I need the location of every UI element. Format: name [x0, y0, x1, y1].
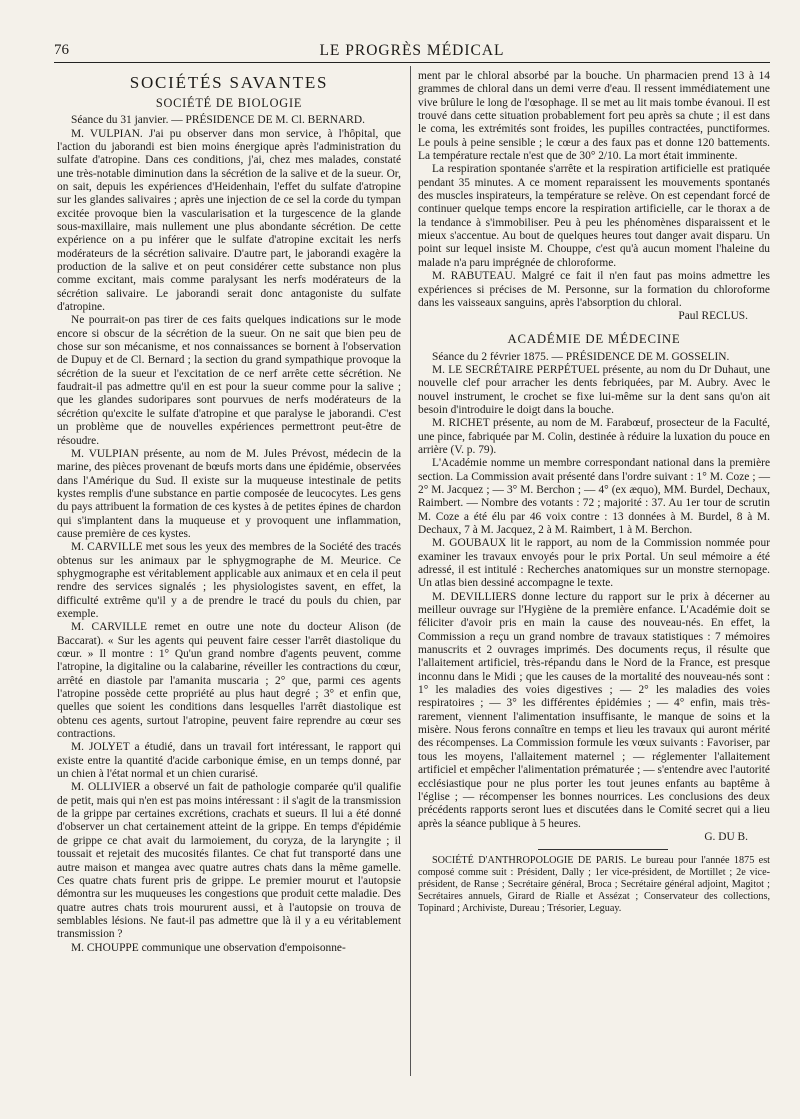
paragraph: M. VULPIAN. J'ai pu observer dans mon service, à l'hôpital, que l'action du jaborandi est bien moins énergique après l'administration du sulfate d'atropine. Dans ces conditions, j'ai, chez mes malades, constaté une très-notable diminution dans la sécrétion de la salive et de la sueur. Or, on sait, depuis les expériences d'Heidenhain, l'effet du sulfate d'atropine sur les glandes salivaires ; après une injection de ce sel la corde du tympan excitée provoque bien la vascularisation et la turgescence de la glande sous-maxillaire, mais nullement une plus abondante sécrétion. De cette expérience on a pu inférer que le sulfate d'atropine excitait les nerfs modérateurs de la sécrétion salivaire. D'autre part, le jaborandi exagère la production de la salive et on peut considérer cette substance non plus comme excitant, mais comme paralysant les nerfs modérateurs de la sécrétion salivaire. Le jaborandi serait donc antagoniste du sulfate d'atropine. [57, 127, 401, 314]
paragraph: M. OLLIVIER a observé un fait de pathologie comparée qu'il qualifie de petit, mais qui n'en est pas moins intéressant : il s'agit de la transmission de la grippe par certaines excrétions, crachats et sueurs. Il lui a été donné d'observer un chat certainement atteint de la grippe. En temps d'épidémie de grippe ce chat avait du larmoiement, du coryza, de la laryngite ; il toussait et rejetait des mucosités filantes. Ce chat fut transporté dans une autre maison et mangea avec quatre autres chats dans la même gamelle. Ces quatre chats furent pris de grippe. Le premier mourut et l'autopsie démontra sur les muqueuses les congestions que produit cette maladie. Des quatre autres chats trois moururent aussi, et à l'autopsie on trouva de semblables lésions. Ne faut-il pas admettre que là il y a eu véritablement transmission ? [57, 781, 401, 941]
paragraph: M. CARVILLE remet en outre une note du docteur Alison (de Baccarat). « Sur les agents qui peuvent faire cesser l'arrêt diastolique du cœur. » Il montre : 1° Qu'un grand nombre d'agents peuvent, comme l'atropine, la digitaline ou la calabarine, réveiller les contractions du cœur, arrêté en diastole par l'amanita muscaria ; 2° que, parmi ces agents l'atropine possède cette propriété au plus haut degré ; 3° et enfin que, quelles que soient les conditions dans lesquelles l'arrêt diastolique est obtenu ces agents, surtout l'atropine, peuvent faire reprendre au cœur ses contractions. [57, 621, 401, 741]
session-heading: Séance du 31 janvier. — PRÉSIDENCE DE M. Cl. BERNARD. [71, 114, 365, 127]
paragraph: M. CHOUPPE communique une observation d'empoisonne- [71, 941, 346, 954]
paragraph: M. VULPIAN présente, au nom de M. Jules Prévost, médecin de la marine, des pièces provenant de bœufs morts dans une épidémie, observées dans l'Amérique du Sud. Il existe sur la muqueuse intestinale de petits kystes remplis d'une substance en partie composée de leucocytes. Les gens du pays attribuent la formation de ces kystes à de petites épines de chardon qui s'implantent dans la muqueuse et y provoquent une inflammation, cause première de ces kystes. [57, 447, 401, 540]
paragraph: ment par le chloral absorbé par la bouche. Un pharmacien prend 13 à 14 grammes de chloral dans un demi verre d'eau. Il ressent immédiatement une vive brûlure le long de l'œsophage. Il se met au lit mais tombe évanoui. Il est trouvé dans cette situation probablement fort peu après sa chute ; il est dans le coma, les extrémités sont froides, les pupilles contractées, punctiformes. Le pouls à peine sensible ; le cœur a des faux pas et donne 120 battements. La température rectale n'est que de 30° 2/10. La mort était imminente. [418, 70, 770, 163]
left-column [57, 70, 401, 955]
footnote-divider [538, 849, 668, 850]
paragraph: M. LE SECRÉTAIRE PERPÉTUEL présente, au nom du Dr Duhaut, une nouvelle clef pour arracher les dents febriquées, par M. Aubry. Avec le nouvel instrument, le crochet se fixe lui-même sur la dent sans qu'on ait besoin d'introduire le doigt dans la bouche. [418, 363, 770, 416]
society-title: SOCIÉTÉ DE BIOLOGIE [155, 95, 303, 110]
paragraph: M. DEVILLIERS donne lecture du rapport sur le prix à décerner au meilleur ouvrage sur l'Hygiène de la première enfance. L'Académie doit se féliciter d'avoir pris en main la cause des nouveau-nés. En effet, la Commission a reçu un grand nombre de travaux statistiques : 7 mémoires manuscrits et 2 ouvrages imprimés. Des documents reçus, il résulte que l'allaitement artificiel, très-répandu dans le Nord de la France, est presque inconnu dans le Midi ; que les causes de la mortalité des nouveau-nés sont : 1° les maladies des voies digestives ; — 2° les maladies des voies respiratoires ; — 3° les différentes épidémies ; — 4° enfin, mais très-rarement, viennent l'alimentation insuffisante, le manque de soins et la misère. Nous ferons connaître en temps et lieu les travaux qui auront mérité des récompenses. La Commission formule les vœux suivants : Favoriser, par tous les moyens, l'allaitement maternel ; — réglementer l'allaitement artificiel et empêcher l'alimentation prématurée ; — s'entendre avec l'autorité ecclésiastique pour ne plus porter les tout jeunes enfants au baptême à l'église ; — récompenser les bonnes nourrices. Les conclusions des deux précédents rapports seront lues et discutées dans le Comité secret qui a lieu après la séance publique à 5 heures. [418, 590, 770, 830]
section-title: SOCIÉTÉS SAVANTES [129, 73, 329, 92]
right-column [418, 70, 770, 915]
paragraph: M. RICHET présente, au nom de M. Farabœuf, prosecteur de la Faculté, une pince, fabriquée par M. Colin, destinée à réduire la luxation du pouce en arrière (V. p. 79). [418, 417, 770, 456]
paragraph: L'Académie nomme un membre correspondant national dans la première section. La Commission avait présenté dans l'ordre suivant : 1° M. Coze ; — 2° M. Jacquez ; — 3° M. Berchon ; — 4° (ex æquo), MM. Burdel, Dechaux, Raimbert. — Nombre des votants : 72 ; majorité : 37. Au 1er tour de scrutin M. Coze a été élu par 46 voix contre : 13 données à M. Burdel, 8 à M. Dechaux, 7 à M. Jacquez, 2 à M. Raimbert, 1 à M. Berchon. [418, 457, 770, 536]
paragraph: M. CARVILLE met sous les yeux des membres de la Société des tracés obtenus sur les animaux par le sphygmographe de M. Meurice. Ce sphygmographe est véritablement applicable aux animaux et en cela il peut rendre des services signalés ; les physiologistes savent, en effet, la difficulté extrême qu'il y a de prendre le tracé du pouls du chien, par exemple. [57, 541, 401, 620]
column-divider [410, 66, 411, 1076]
paragraph: M. RABUTEAU. Malgré ce fait il n'en faut pas moins admettre les expériences si précises de M. Personne, sur la formation du chloroforme dans les vaisseaux sanguins, après l'absorption du chloral. [418, 270, 770, 309]
paragraph: La respiration spontanée s'arrête et la respiration artificielle est pratiquée pendant 35 minutes. A ce moment reparaissent les mouvements spontanés des muscles inspirateurs, la température se relève. On est cependant forcé de continuer quelque temps encore la respiration artificielle, car le thorax a de la tendance à s'immobiliser. Peu à peu les phénomènes disparaissent et le mieux s'accentue. Au bout de quelques heures tout danger avait disparu. Un point sur lequel insiste M. Chouppe, c'est qu'à aucun moment l'haleine du malade n'a paru imprégnée de chloroforme. [418, 163, 770, 269]
signature: Paul RECLUS. [678, 310, 748, 323]
paragraph: Ne pourrait-on pas tirer de ces faits quelques indications sur le mode encore si obscur de la sécrétion de la sueur. On ne sait que bien peu de chose sur son mécanisme, et nos connaissances se bornent à l'observation de Dupuy et de Cl. Bernard ; la section du grand sympathique provoque la sécrétion de la sueur et l'excitation de ce nerf arrête cette sécrétion. Ne faudrait-il pas admettre qu'il en est pour la sueur comme pour la salive ; que les glandes sudoripares sont pourvues de nerfs modérateurs de la sécrétion qu'excite le sulfate d'atropine et que paralyse le jaborandi. C'est un problème que de nouvelles expériences permettront peut-être de résoudre. [57, 314, 401, 447]
paragraph: M. JOLYET a étudié, dans un travail fort intéressant, le rapport qui existe entre la quantité d'acide carbonique émise, en un temps donné, par un chien à l'état normal et un chien curarisé. [57, 741, 401, 781]
paragraph: M. GOUBAUX lit le rapport, au nom de la Commission nommée pour examiner les travaux envoyés pour le prix Portal. Un seul mémoire a été adressé, il est intitulé : Recherches anatomiques sur un monstre sternopage. Un atlas bien dessiné accompagne le texte. [418, 537, 770, 590]
session-heading: Séance du 2 février 1875. — PRÉSIDENCE DE M. GOSSELIN. [432, 350, 730, 363]
page-number: 76 [54, 42, 69, 58]
signature: G. DU B. [704, 830, 748, 843]
running-head [54, 40, 770, 63]
society-title: ACADÉMIE DE MÉDECINE [507, 331, 681, 346]
footnote: SOCIÉTÉ D'ANTHROPOLOGIE DE PARIS. Le bureau pour l'année 1875 est composé comme suit : Président, Dally ; 1er vice-président, de Mortillet ; 2e vice-président, de Ranse ; Secrétaire général, Broca ; Secrétaire général adjoint, Magitot ; Secrétaires annuels, Girard de Rialle et Assézat ; Conservateur des collections, Topinard ; Archiviste, Dureau ; Trésorier, Leguay. [418, 855, 770, 914]
journal-title: LE PROGRÈS MÉDICAL [319, 42, 505, 59]
